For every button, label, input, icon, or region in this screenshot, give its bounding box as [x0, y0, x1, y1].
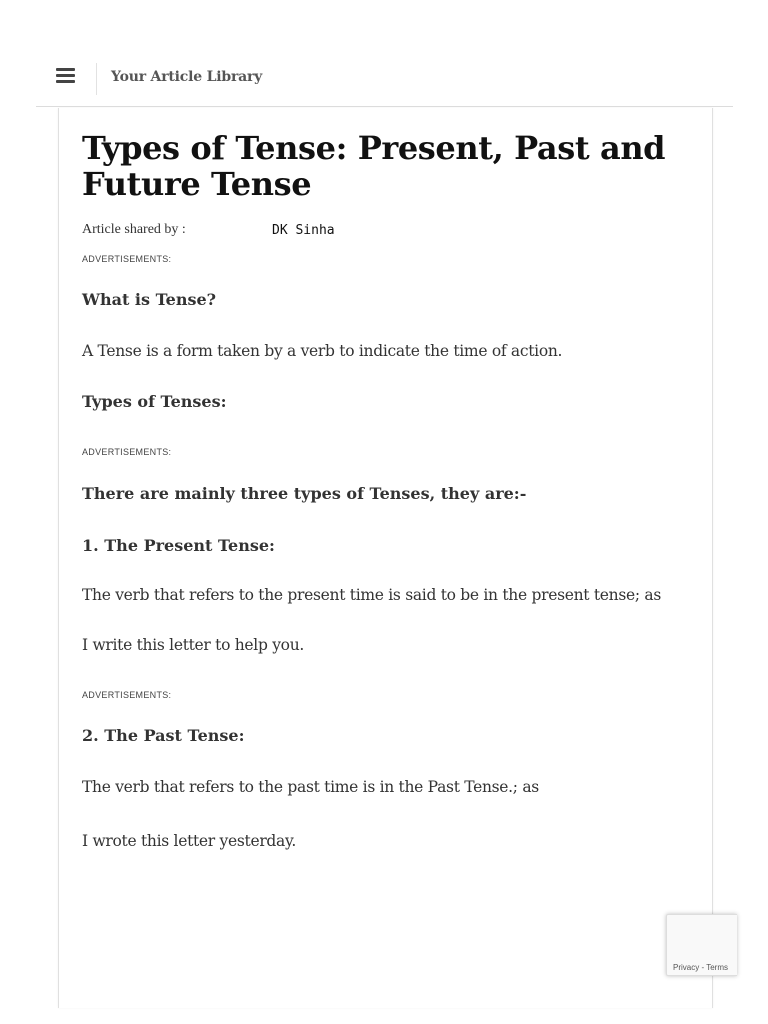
recaptcha-links: [673, 963, 728, 972]
author-link[interactable]: DK Sinha: [272, 223, 335, 238]
byline-label: Article shared by :: [82, 222, 186, 237]
heading-past-tense: 2. The Past Tense:: [82, 726, 245, 745]
advertisement-label: ADVERTISEMENTS:: [82, 690, 172, 700]
hamburger-menu-icon[interactable]: [56, 66, 76, 84]
recaptcha-separator: -: [699, 963, 707, 972]
article-card: [58, 108, 713, 1008]
article-body: [82, 130, 692, 855]
terms-link[interactable]: Terms: [706, 963, 728, 972]
recaptcha-badge[interactable]: [666, 914, 737, 976]
paragraph-present-tense: The verb that refers to the present time is said to be in the present tense; as: [82, 586, 662, 604]
heading-what-is-tense: What is Tense?: [82, 290, 217, 309]
heading-types-of-tenses: Types of Tenses:: [82, 392, 227, 411]
site-header: [36, 50, 733, 107]
privacy-link[interactable]: Privacy: [673, 963, 700, 972]
paragraph-what-is-tense: A Tense is a form taken by a verb to indicate the time of action.: [82, 342, 563, 360]
paragraph-present-example: I write this letter to help you.: [82, 636, 305, 654]
heading-present-tense: 1. The Present Tense:: [82, 536, 275, 555]
site-title-link[interactable]: Your Article Library: [111, 69, 263, 85]
byline: [82, 222, 692, 240]
paragraph-past-example: I wrote this letter yesterday.: [82, 832, 297, 850]
article-title: Types of Tense: Present, Past and Future Tense: [82, 129, 666, 203]
heading-three-types: There are mainly three types of Tenses, they are:-: [82, 484, 527, 503]
advertisement-label: ADVERTISEMENTS:: [82, 254, 172, 264]
header-divider: [96, 63, 97, 95]
paragraph-past-tense: The verb that refers to the past time is in the Past Tense.; as: [82, 778, 539, 796]
advertisement-label: ADVERTISEMENTS:: [82, 447, 172, 457]
